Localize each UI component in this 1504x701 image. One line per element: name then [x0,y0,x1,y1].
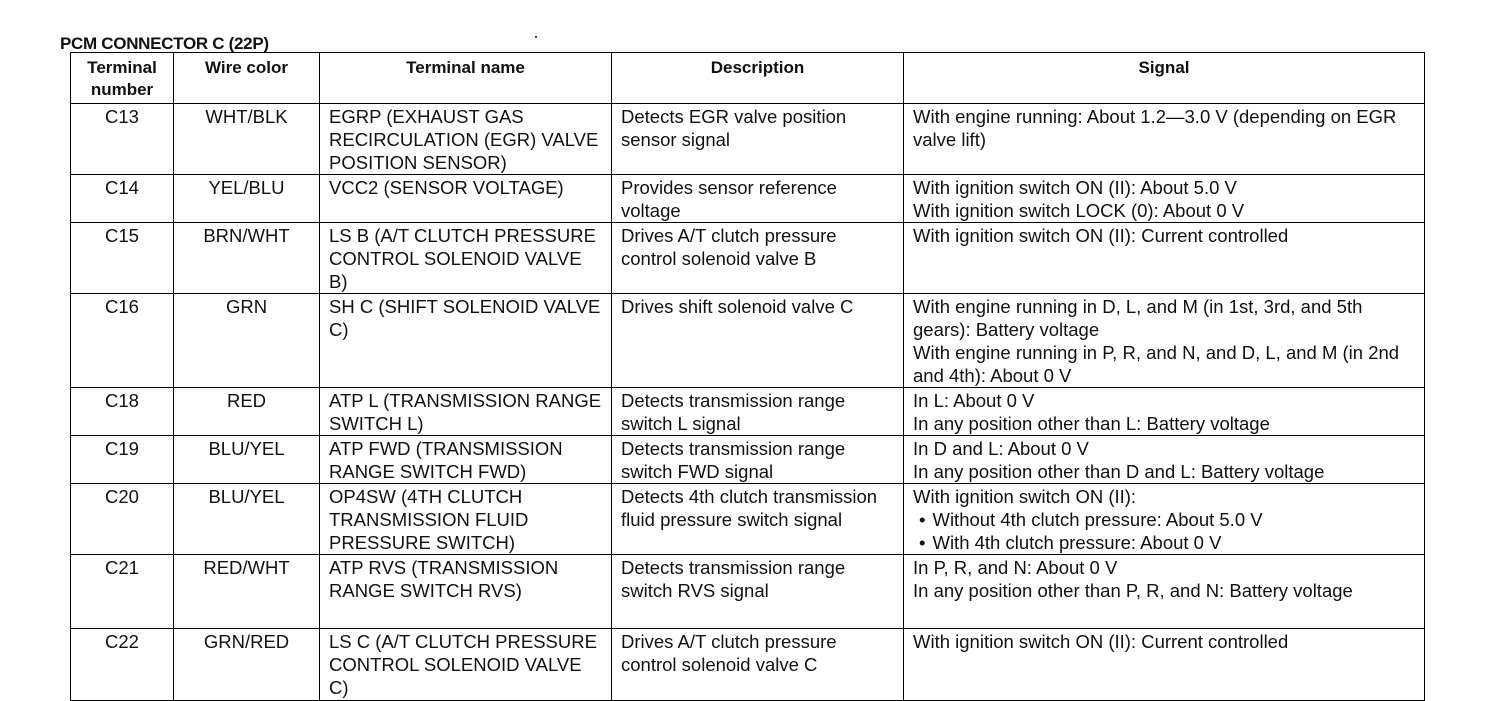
terminal-number-cell: C21 [71,555,174,629]
terminal-number-cell: C16 [71,294,174,388]
signal-line: In D and L: About 0 V [913,438,1089,459]
signal-line: In any position other than L: Battery voltage [913,413,1270,434]
signal-line: With engine running in D, L, and M (in 1st, 3rd, and 5th gears): Battery voltage [913,296,1363,340]
terminal-number-cell: C22 [71,629,174,701]
description-cell: Detects transmission range switch FWD signal [612,436,904,484]
terminal-number-cell: C15 [71,223,174,294]
header-wire-color: Wire color [174,53,320,104]
terminal-name-cell: ATP L (TRANSMISSION RANGE SWITCH L) [320,388,612,436]
terminal-number-cell: C14 [71,175,174,223]
signal-cell [904,436,1425,484]
signal-line: In P, R, and N: About 0 V [913,557,1118,578]
signal-cell [904,104,1425,175]
wire-color-cell: GRN/RED [174,629,320,701]
wire-color-cell: BLU/YEL [174,484,320,555]
header-signal: Signal [904,53,1425,104]
signal-line: With engine running in P, R, and N, and D, L, and M (in 2nd and 4th): About 0 V [913,342,1400,386]
connector-table [70,52,1425,701]
header-description: Description [612,53,904,104]
table-row [71,555,1425,629]
table-header [71,53,1425,104]
scan-speck [535,36,537,38]
signal-cell [904,555,1425,629]
terminal-name-cell: LS B (A/T CLUTCH PRESSURE CONTROL SOLENOID VALVE B) [320,223,612,294]
signal-line: With ignition switch ON (II): Current controlled [913,631,1289,652]
description-cell: Provides sensor reference voltage [612,175,904,223]
terminal-number-cell: C19 [71,436,174,484]
signal-cell [904,388,1425,436]
table-row [71,175,1425,223]
description-cell: Detects transmission range switch L signal [612,388,904,436]
signal-line: In L: About 0 V [913,390,1035,411]
description-cell: Drives A/T clutch pressure control solenoid valve B [612,223,904,294]
signal-cell [904,629,1425,701]
wire-color-cell: BRN/WHT [174,223,320,294]
wire-color-cell: BLU/YEL [174,436,320,484]
signal-line: In any position other than D and L: Battery voltage [913,461,1325,482]
signal-line: With ignition switch ON (II): [913,486,1137,507]
connector-title: PCM CONNECTOR C (22P) [60,34,269,53]
table-row [71,104,1425,175]
description-cell: Detects transmission range switch RVS signal [612,555,904,629]
wire-color-cell: GRN [174,294,320,388]
signal-line: In any position other than P, R, and N: Battery voltage [913,580,1353,601]
wire-color-cell: RED/WHT [174,555,320,629]
description-cell: Drives A/T clutch pressure control solenoid valve C [612,629,904,701]
signal-line: With ignition switch ON (II): Current controlled [913,225,1289,246]
table-body [71,104,1425,701]
signal-line: With ignition switch LOCK (0): About 0 V [913,200,1245,221]
terminal-name-cell: ATP RVS (TRANSMISSION RANGE SWITCH RVS) [320,555,612,629]
signal-cell [904,484,1425,555]
description-cell: Detects 4th clutch transmission fluid pressure switch signal [612,484,904,555]
description-cell: Detects EGR valve position sensor signal [612,104,904,175]
terminal-name-cell: SH C (SHIFT SOLENOID VALVE C) [320,294,612,388]
header-terminal-name: Terminal name [320,53,612,104]
table-row [71,388,1425,436]
wire-color-cell: RED [174,388,320,436]
table-row [71,484,1425,555]
signal-cell [904,223,1425,294]
description-cell: Drives shift solenoid valve C [612,294,904,388]
table-row [71,629,1425,701]
signal-line: With ignition switch ON (II): About 5.0 V [913,177,1237,198]
wire-color-cell: WHT/BLK [174,104,320,175]
signal-cell [904,294,1425,388]
header-row [71,53,1425,104]
terminal-name-cell: VCC2 (SENSOR VOLTAGE) [320,175,612,223]
terminal-name-cell: EGRP (EXHAUST GAS RECIRCULATION (EGR) VALVE POSITION SENSOR) [320,104,612,175]
table-row [71,223,1425,294]
table-row [71,436,1425,484]
terminal-name-cell: ATP FWD (TRANSMISSION RANGE SWITCH FWD) [320,436,612,484]
terminal-name-cell: LS C (A/T CLUTCH PRESSURE CONTROL SOLENOID VALVE C) [320,629,612,701]
signal-line: With engine running: About 1.2—3.0 V (depending on EGR valve lift) [913,106,1397,150]
terminal-name-cell: OP4SW (4TH CLUTCH TRANSMISSION FLUID PRESSURE SWITCH) [320,484,612,555]
table-row [71,294,1425,388]
terminal-number-cell: C18 [71,388,174,436]
header-terminal-number: Terminal number [71,53,174,104]
terminal-number-cell: C20 [71,484,174,555]
signal-cell [904,175,1425,223]
terminal-number-cell: C13 [71,104,174,175]
signal-bullet: • Without 4th clutch pressure: About 5.0 V [913,508,1417,531]
signal-bullet: • With 4th clutch pressure: About 0 V [913,531,1417,554]
wire-color-cell: YEL/BLU [174,175,320,223]
